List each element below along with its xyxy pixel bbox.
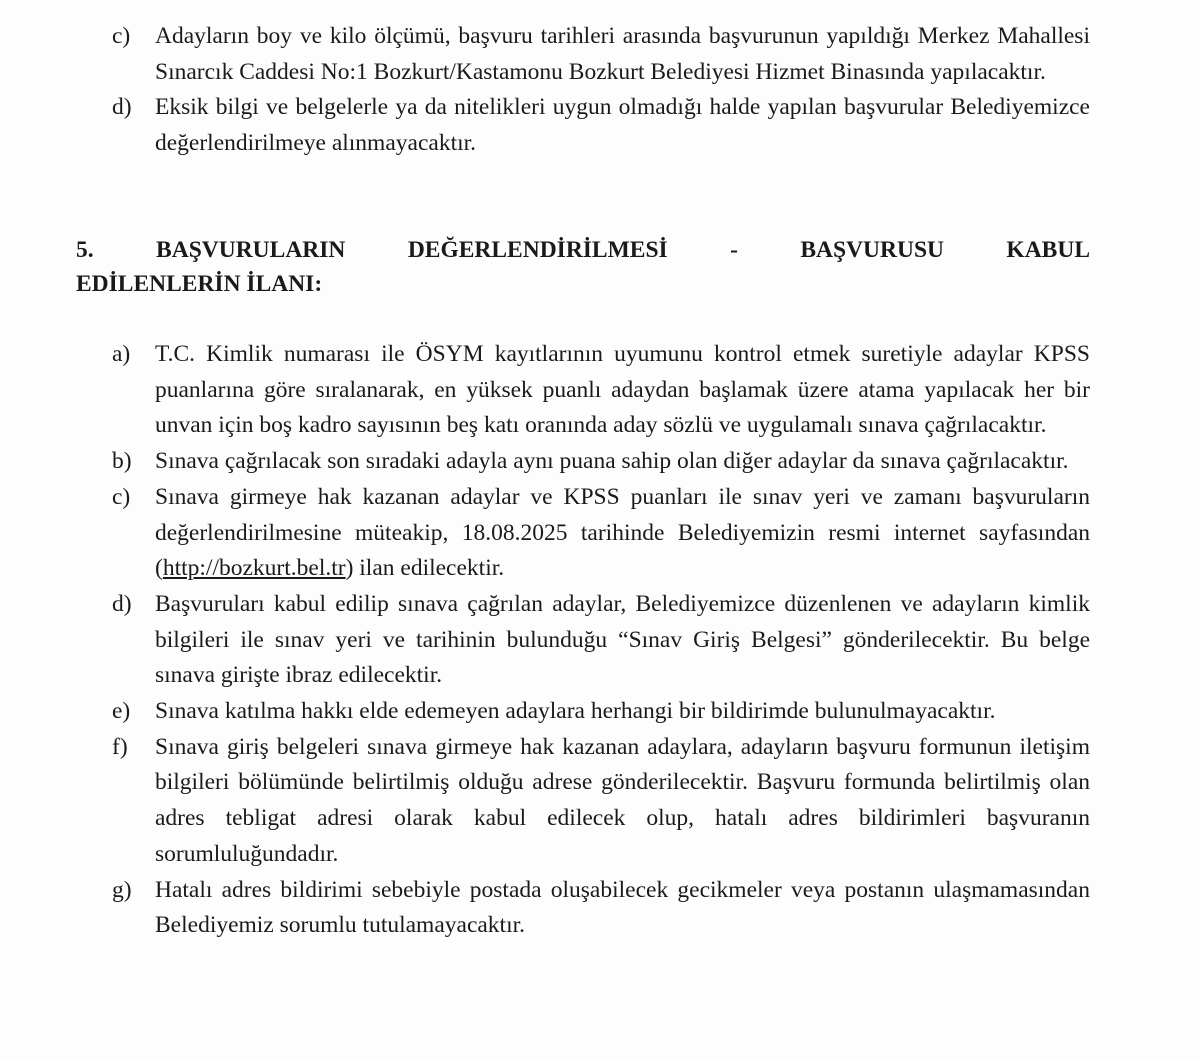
list-item-f-address [0, 730, 1200, 873]
list-marker: c) [112, 23, 131, 49]
list-item-text: T.C. Kimlik numarası ile ÖSYM kayıtlarının uyumunu kontrol etmek suretiyle adaylar KPSS puanlarına göre sıralanarak, en yüksek puanlı adaydan başlamak üzere atama yapılacak her bir unvan için boş kadro sayısının beş katı oranında aday sözlü ve uygulamalı sınava çağrılacaktır. [155, 341, 1090, 439]
list-item-text: Sınava katılma hakkı elde edemeyen adaylara herhangi bir bildirimde bulunulmayacaktır. [155, 698, 996, 725]
list-item-text: ) ilan edilecektir. [345, 555, 505, 582]
list-item-text: Sınava çağrılacak son sıradaki adayla aynı puana sahip olan diğer adaylar da sınava çağrılacaktır. [155, 448, 1069, 475]
list-item-g-postal-delay [0, 873, 1200, 944]
list-item-text: Başvuruları kabul edilip sınava çağrılan adaylar, Belediyemizce düzenlenen ve adayların kimlik bilgileri ile sınav yeri ve tarihinin bulunduğu “Sınav Giriş Belgesi” gönderilecektir. Bu belge sınava girişte ibraz edilecektir. [155, 590, 1090, 689]
heading-line-2: EDİLENLERİN İLANI: [76, 271, 323, 297]
heading-number: 5. [76, 237, 94, 263]
list-marker: d) [112, 590, 132, 617]
list-item-a-ranking [0, 337, 1200, 444]
list-item-b-equal-score [0, 444, 1200, 480]
section-5-heading [76, 233, 1090, 301]
list-item-e-no-notification [0, 694, 1200, 730]
list-marker: f) [112, 733, 128, 760]
list-marker: b) [112, 448, 132, 475]
list-item-text: Eksik bilgi ve belgelerle ya da nitelikleri uygun olmadığı halde yapılan başvurular Belediyemizce değerlendirilmeye alınmayacaktır. [155, 94, 1090, 156]
heading-dash: - [730, 237, 738, 263]
list-item-text: Sınava girmeye hak kazanan adaylar ve KPSS puanları ile sınav yeri ve zamanı başvuruların değerlendirilmesine müteakip, 18.08.2025 tarihinde Belediyemizin resmi internet sayfasından ( [155, 483, 1090, 582]
website-link[interactable]: http://bozkurt.bel.tr [162, 555, 346, 582]
list-marker: a) [112, 341, 131, 367]
list-marker: d) [112, 94, 132, 120]
list-marker: g) [112, 876, 132, 903]
heading-word: DEĞERLENDİRİLMESİ [407, 237, 668, 263]
list-item-c-measurement [0, 19, 1200, 90]
list-item-text: Hatalı adres bildirimi sebebiyle postada oluşabilecek gecikmeler veya postanın ulaşmamasından Belediyemiz sorumlu tutulamayacaktır. [155, 876, 1090, 939]
list-item-text: Adayların boy ve kilo ölçümü, başvuru tarihleri arasında başvurunun yapıldığı Merkez Mahallesi Sınarcık Caddesi No:1 Bozkurt/Kastamonu Bozkurt Belediyesi Hizmet Binasında yapılacaktır. [155, 23, 1090, 85]
list-section-5 [0, 337, 1200, 944]
heading-line-1 [76, 233, 1090, 267]
heading-word: BAŞVURUSU [800, 237, 944, 263]
list-item-c-announcement [0, 480, 1200, 587]
list-marker: e) [112, 698, 131, 725]
list-section-4-continued [0, 19, 1200, 161]
heading-word: BAŞVURULARIN [156, 237, 346, 263]
heading-word: KABUL [1006, 237, 1090, 263]
list-item-d-entry-document [0, 587, 1200, 694]
list-item-d-incomplete [0, 90, 1200, 161]
list-item-text: Sınava giriş belgeleri sınava girmeye hak kazanan adaylara, adayların başvuru formunun iletişim bilgileri bölümünde belirtilmiş olduğu adrese gönderilecektir. Başvuru formunda belirtilmiş olan adres tebligat adresi olarak kabul edilecek olup, hatalı adres bildirimleri başvuranın sorumluluğundadır. [155, 733, 1090, 867]
list-marker: c) [112, 483, 131, 510]
